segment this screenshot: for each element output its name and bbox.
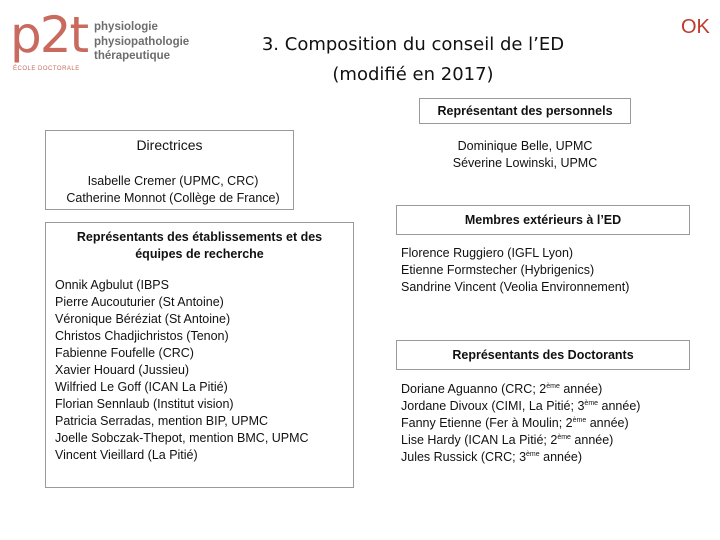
logo-words	[94, 20, 189, 64]
list-item: Florence Ruggiero (IGFL Lyon)	[401, 246, 574, 260]
directrices-heading: Directrices	[136, 137, 203, 153]
list-item: Florian Sennlaub (Institut vision)	[55, 397, 234, 411]
list-item: Xavier Houard (Jussieu)	[55, 363, 190, 377]
list-item	[401, 432, 640, 449]
superscript: ème	[584, 399, 599, 407]
list-item: Christos Chadjichristos (Tenon)	[55, 329, 229, 343]
exterieurs-heading: Membres extérieurs à l’ED	[464, 213, 622, 227]
logo-subtitle: ÉCOLE DOCTORALE	[13, 66, 80, 72]
list-item: Etienne Formstecher (Hybrigenics)	[401, 263, 595, 277]
title-line: 3. Composition du conseil de l’ED	[261, 34, 565, 55]
text-part: Jules Russick (CRC; 3	[401, 450, 527, 464]
logo-word: physiopathologie	[94, 35, 190, 48]
etablissements-members	[55, 277, 309, 464]
list-item: Séverine Lowinski, UPMC	[452, 156, 598, 170]
list-item	[401, 449, 640, 466]
text-part: Lise Hardy (ICAN La Pitié; 2	[401, 433, 558, 447]
personnels-box	[419, 98, 631, 124]
title-line: (modifié en 2017)	[332, 64, 494, 85]
text-part: Fanny Etienne (Fer à Moulin; 2	[401, 416, 573, 430]
logo-word: thérapeutique	[94, 50, 171, 62]
heading-line: Représentants des établissements et des	[76, 230, 323, 244]
list-item: Catherine Monnot (Collège de France)	[66, 191, 280, 205]
list-item	[401, 415, 640, 432]
list-item	[401, 381, 640, 398]
exterieurs-box	[396, 205, 690, 235]
exterieurs-members	[401, 245, 629, 296]
text-part: année)	[539, 450, 583, 464]
superscript: ème	[546, 382, 560, 390]
text-part: année)	[570, 433, 614, 447]
list-item: Vincent Vieillard (La Pitié)	[55, 448, 198, 462]
corner-mark: OK	[681, 16, 710, 38]
personnels-heading: Représentant des personnels	[437, 104, 613, 118]
personnels-members	[419, 138, 631, 172]
list-item	[401, 398, 640, 415]
list-item: Isabelle Cremer (UPMC, CRC)	[87, 174, 259, 188]
text-part: année)	[559, 382, 603, 396]
list-item: Fabienne Foufelle (CRC)	[55, 346, 194, 360]
doctorants-members	[401, 381, 640, 466]
text-part: Jordane Divoux (CIMI, La Pitié; 3	[401, 399, 585, 413]
text-part: Doriane Aguanno (CRC; 2	[401, 382, 547, 396]
doctorants-box	[396, 340, 690, 370]
list-item: Wilfried Le Goff (ICAN La Pitié)	[55, 380, 228, 394]
superscript: ème	[557, 433, 571, 441]
list-item: Véronique Béréziat (St Antoine)	[55, 312, 231, 326]
superscript: ème	[526, 450, 540, 458]
logo-mark: p2t	[10, 6, 88, 64]
logo-word: physiologie	[94, 21, 158, 33]
list-item: Pierre Aucouturier (St Antoine)	[55, 295, 224, 309]
list-item: Onnik Agbulut (IBPS	[55, 278, 169, 292]
list-item: Dominique Belle, UPMC	[457, 139, 593, 153]
doctorants-heading: Représentants des Doctorants	[452, 348, 634, 362]
superscript: ème	[572, 416, 587, 424]
list-item: Joelle Sobczak-Thepot, mention BMC, UPMC	[55, 431, 309, 445]
page-title	[228, 30, 598, 90]
list-item: Patricia Serradas, mention BIP, UPMC	[55, 414, 269, 428]
directrices-members	[48, 173, 298, 207]
text-part: année)	[586, 416, 629, 430]
list-item: Sandrine Vincent (Veolia Environnement)	[401, 280, 630, 294]
etablissements-heading	[45, 229, 354, 263]
heading-line: équipes de recherche	[135, 247, 264, 261]
text-part: année)	[598, 399, 641, 413]
